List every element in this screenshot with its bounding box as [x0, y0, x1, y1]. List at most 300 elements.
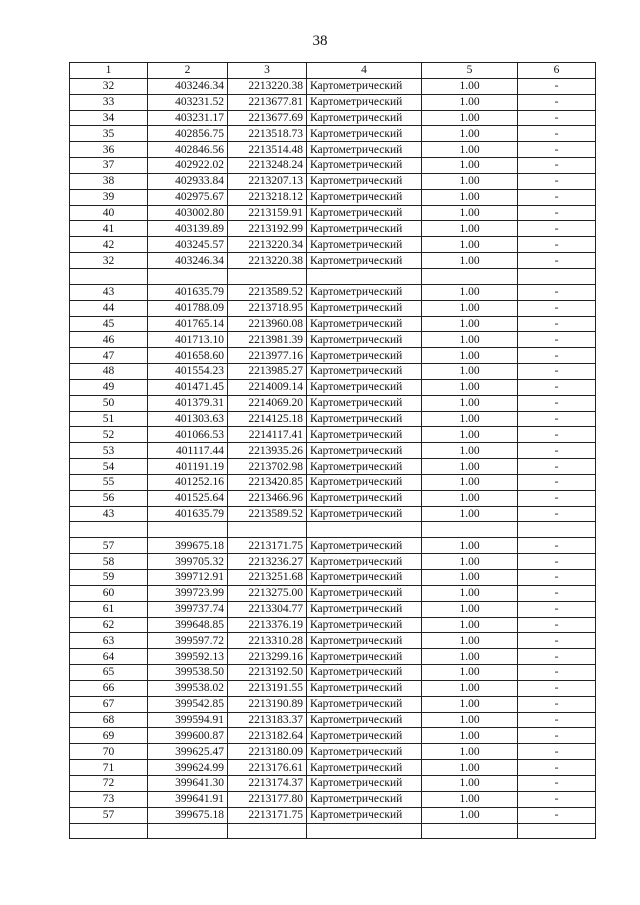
table-row	[70, 823, 596, 839]
y-coordinate-cell: 2213192.99	[228, 221, 307, 237]
point-number-cell: 35	[70, 126, 148, 142]
accuracy-cell: 1.00	[422, 189, 518, 205]
x-coordinate-cell: 401635.79	[148, 506, 228, 522]
accuracy-cell: 1.00	[422, 300, 518, 316]
note-cell: -	[518, 253, 596, 269]
y-coordinate-cell: 2213248.24	[228, 158, 307, 174]
y-coordinate-cell: 2213935.26	[228, 443, 307, 459]
point-number-cell: 72	[70, 775, 148, 791]
y-coordinate-cell: 2213171.75	[228, 538, 307, 554]
point-number-cell: 44	[70, 300, 148, 316]
accuracy-cell: 1.00	[422, 633, 518, 649]
table-row	[70, 728, 596, 744]
table-row	[70, 237, 596, 253]
note-cell: -	[518, 744, 596, 760]
accuracy-cell: 1.00	[422, 538, 518, 554]
method-cell: Картометрический	[307, 332, 422, 348]
method-cell: Картометрический	[307, 348, 422, 364]
table-row	[70, 775, 596, 791]
y-coordinate-cell: 2213176.61	[228, 760, 307, 776]
x-coordinate-cell: 399641.30	[148, 775, 228, 791]
x-coordinate-cell: 401713.10	[148, 332, 228, 348]
accuracy-cell: 1.00	[422, 427, 518, 443]
point-number-cell: 73	[70, 791, 148, 807]
table-row	[70, 443, 596, 459]
y-coordinate-cell: 2213191.55	[228, 680, 307, 696]
table-row	[70, 158, 596, 174]
x-coordinate-cell: 399648.85	[148, 617, 228, 633]
y-coordinate-cell: 2213207.13	[228, 173, 307, 189]
x-coordinate-cell: 402922.02	[148, 158, 228, 174]
accuracy-cell	[422, 268, 518, 284]
point-number-cell: 54	[70, 459, 148, 475]
note-cell: -	[518, 760, 596, 776]
method-cell: Картометрический	[307, 760, 422, 776]
accuracy-cell: 1.00	[422, 791, 518, 807]
accuracy-cell: 1.00	[422, 617, 518, 633]
x-coordinate-cell: 402846.56	[148, 142, 228, 158]
table-row	[70, 142, 596, 158]
method-cell	[307, 268, 422, 284]
accuracy-cell: 1.00	[422, 110, 518, 126]
y-coordinate-cell: 2213182.64	[228, 728, 307, 744]
note-cell: -	[518, 617, 596, 633]
accuracy-cell: 1.00	[422, 665, 518, 681]
table-row	[70, 316, 596, 332]
y-coordinate-cell: 2213180.09	[228, 744, 307, 760]
accuracy-cell: 1.00	[422, 142, 518, 158]
point-number-cell: 48	[70, 364, 148, 380]
accuracy-cell: 1.00	[422, 158, 518, 174]
x-coordinate-cell: 399675.18	[148, 807, 228, 823]
accuracy-cell: 1.00	[422, 459, 518, 475]
y-coordinate-cell: 2213177.80	[228, 791, 307, 807]
method-cell: Картометрический	[307, 300, 422, 316]
point-number-cell: 36	[70, 142, 148, 158]
point-number-cell: 50	[70, 395, 148, 411]
x-coordinate-cell: 401252.16	[148, 474, 228, 490]
note-cell: -	[518, 570, 596, 586]
method-cell: Картометрический	[307, 316, 422, 332]
method-cell: Картометрический	[307, 696, 422, 712]
y-coordinate-cell: 2213977.16	[228, 348, 307, 364]
method-cell: Картометрический	[307, 189, 422, 205]
note-cell: -	[518, 633, 596, 649]
x-coordinate-cell: 402856.75	[148, 126, 228, 142]
accuracy-cell: 1.00	[422, 126, 518, 142]
y-coordinate-cell: 2213275.00	[228, 585, 307, 601]
y-coordinate-cell	[228, 522, 307, 538]
y-coordinate-cell	[228, 823, 307, 839]
accuracy-cell: 1.00	[422, 411, 518, 427]
note-cell: -	[518, 205, 596, 221]
y-coordinate-cell: 2213159.91	[228, 205, 307, 221]
method-cell: Картометрический	[307, 617, 422, 633]
accuracy-cell: 1.00	[422, 443, 518, 459]
accuracy-cell	[422, 522, 518, 538]
method-cell: Картометрический	[307, 506, 422, 522]
method-cell: Картометрический	[307, 744, 422, 760]
y-coordinate-cell: 2213985.27	[228, 364, 307, 380]
y-coordinate-cell: 2213299.16	[228, 649, 307, 665]
method-cell: Картометрический	[307, 728, 422, 744]
method-cell: Картометрический	[307, 126, 422, 142]
accuracy-cell: 1.00	[422, 364, 518, 380]
point-number-cell: 47	[70, 348, 148, 364]
table-row	[70, 585, 596, 601]
table-row	[70, 807, 596, 823]
x-coordinate-cell: 401554.23	[148, 364, 228, 380]
accuracy-cell: 1.00	[422, 395, 518, 411]
x-coordinate-cell: 399600.87	[148, 728, 228, 744]
method-cell	[307, 522, 422, 538]
method-cell: Картометрический	[307, 459, 422, 475]
point-number-cell: 57	[70, 807, 148, 823]
y-coordinate-cell: 2213174.37	[228, 775, 307, 791]
x-coordinate-cell: 399737.74	[148, 601, 228, 617]
point-number-cell: 41	[70, 221, 148, 237]
accuracy-cell: 1.00	[422, 237, 518, 253]
note-cell: -	[518, 459, 596, 475]
point-number-cell: 60	[70, 585, 148, 601]
page-number: 38	[312, 33, 328, 49]
y-coordinate-cell: 2213171.75	[228, 807, 307, 823]
y-coordinate-cell: 2213589.52	[228, 506, 307, 522]
method-cell: Картометрический	[307, 474, 422, 490]
y-coordinate-cell: 2213251.68	[228, 570, 307, 586]
table-row	[70, 379, 596, 395]
x-coordinate-cell: 399675.18	[148, 538, 228, 554]
point-number-cell: 46	[70, 332, 148, 348]
x-coordinate-cell: 399592.13	[148, 649, 228, 665]
note-cell: -	[518, 474, 596, 490]
x-coordinate-cell: 401066.53	[148, 427, 228, 443]
accuracy-cell: 1.00	[422, 649, 518, 665]
point-number-cell: 51	[70, 411, 148, 427]
note-cell: -	[518, 680, 596, 696]
note-cell: -	[518, 348, 596, 364]
note-cell: -	[518, 110, 596, 126]
y-coordinate-cell: 2214125.18	[228, 411, 307, 427]
table-row	[70, 427, 596, 443]
table-row	[70, 554, 596, 570]
note-cell: -	[518, 665, 596, 681]
y-coordinate-cell: 2214009.14	[228, 379, 307, 395]
method-cell: Картометрический	[307, 364, 422, 380]
method-cell: Картометрический	[307, 712, 422, 728]
method-cell: Картометрический	[307, 158, 422, 174]
x-coordinate-cell: 399624.99	[148, 760, 228, 776]
note-cell: -	[518, 427, 596, 443]
note-cell: -	[518, 316, 596, 332]
point-number-cell: 45	[70, 316, 148, 332]
x-coordinate-cell: 401303.63	[148, 411, 228, 427]
point-number-cell: 68	[70, 712, 148, 728]
y-coordinate-cell: 2213310.28	[228, 633, 307, 649]
y-coordinate-cell: 2213981.39	[228, 332, 307, 348]
point-number-cell: 57	[70, 538, 148, 554]
table-row	[70, 395, 596, 411]
accuracy-cell: 1.00	[422, 490, 518, 506]
point-number-cell: 38	[70, 173, 148, 189]
y-coordinate-cell: 2213677.69	[228, 110, 307, 126]
y-coordinate-cell: 2213960.08	[228, 316, 307, 332]
note-cell	[518, 522, 596, 538]
x-coordinate-cell: 401471.45	[148, 379, 228, 395]
x-coordinate-cell: 401379.31	[148, 395, 228, 411]
method-cell: Картометрический	[307, 284, 422, 300]
x-coordinate-cell: 403231.52	[148, 94, 228, 110]
method-cell: Картометрический	[307, 633, 422, 649]
accuracy-cell: 1.00	[422, 680, 518, 696]
x-coordinate-cell: 403246.34	[148, 78, 228, 94]
note-cell	[518, 268, 596, 284]
point-number-cell: 58	[70, 554, 148, 570]
x-coordinate-cell: 401765.14	[148, 316, 228, 332]
header-cell-4: 4	[307, 63, 422, 79]
note-cell: -	[518, 538, 596, 554]
table-row	[70, 189, 596, 205]
table-row	[70, 649, 596, 665]
x-coordinate-cell	[148, 268, 228, 284]
x-coordinate-cell: 401191.19	[148, 459, 228, 475]
method-cell: Картометрический	[307, 94, 422, 110]
method-cell: Картометрический	[307, 427, 422, 443]
table-row	[70, 173, 596, 189]
point-number-cell: 67	[70, 696, 148, 712]
table-row	[70, 411, 596, 427]
accuracy-cell: 1.00	[422, 474, 518, 490]
point-number-cell: 52	[70, 427, 148, 443]
table-row	[70, 522, 596, 538]
table-row	[70, 459, 596, 475]
x-coordinate-cell: 399705.32	[148, 554, 228, 570]
y-coordinate-cell: 2213466.96	[228, 490, 307, 506]
note-cell: -	[518, 126, 596, 142]
point-number-cell: 56	[70, 490, 148, 506]
table-row	[70, 78, 596, 94]
x-coordinate-cell: 401525.64	[148, 490, 228, 506]
header-cell-1: 1	[70, 63, 148, 79]
table-row	[70, 94, 596, 110]
note-cell: -	[518, 364, 596, 380]
x-coordinate-cell: 401658.60	[148, 348, 228, 364]
method-cell	[307, 823, 422, 839]
y-coordinate-cell: 2213376.19	[228, 617, 307, 633]
method-cell: Картометрический	[307, 570, 422, 586]
note-cell: -	[518, 142, 596, 158]
header-cell-2: 2	[148, 63, 228, 79]
method-cell: Картометрический	[307, 601, 422, 617]
note-cell	[518, 823, 596, 839]
point-number-cell: 55	[70, 474, 148, 490]
x-coordinate-cell: 399538.50	[148, 665, 228, 681]
note-cell: -	[518, 284, 596, 300]
y-coordinate-cell: 2213304.77	[228, 601, 307, 617]
x-coordinate-cell: 401635.79	[148, 284, 228, 300]
note-cell: -	[518, 791, 596, 807]
method-cell: Картометрический	[307, 253, 422, 269]
accuracy-cell: 1.00	[422, 94, 518, 110]
x-coordinate-cell	[148, 522, 228, 538]
table-row	[70, 696, 596, 712]
point-number-cell: 39	[70, 189, 148, 205]
table-row	[70, 205, 596, 221]
x-coordinate-cell: 401788.09	[148, 300, 228, 316]
note-cell: -	[518, 554, 596, 570]
accuracy-cell: 1.00	[422, 348, 518, 364]
accuracy-cell: 1.00	[422, 807, 518, 823]
point-number-cell: 53	[70, 443, 148, 459]
table-row	[70, 617, 596, 633]
method-cell: Картометрический	[307, 775, 422, 791]
y-coordinate-cell: 2213183.37	[228, 712, 307, 728]
method-cell: Картометрический	[307, 205, 422, 221]
note-cell: -	[518, 649, 596, 665]
point-number-cell: 42	[70, 237, 148, 253]
accuracy-cell: 1.00	[422, 316, 518, 332]
table-row	[70, 126, 596, 142]
note-cell: -	[518, 585, 596, 601]
note-cell: -	[518, 379, 596, 395]
table-row	[70, 284, 596, 300]
accuracy-cell: 1.00	[422, 332, 518, 348]
point-number-cell	[70, 268, 148, 284]
method-cell: Картометрический	[307, 142, 422, 158]
point-number-cell: 37	[70, 158, 148, 174]
table-body	[70, 63, 596, 839]
table-row	[70, 538, 596, 554]
x-coordinate-cell: 403002.80	[148, 205, 228, 221]
y-coordinate-cell: 2213420.85	[228, 474, 307, 490]
point-number-cell	[70, 522, 148, 538]
x-coordinate-cell: 403246.34	[148, 253, 228, 269]
note-cell: -	[518, 490, 596, 506]
y-coordinate-cell: 2213218.12	[228, 189, 307, 205]
x-coordinate-cell: 399594.91	[148, 712, 228, 728]
method-cell: Картометрический	[307, 78, 422, 94]
method-cell: Картометрический	[307, 443, 422, 459]
method-cell: Картометрический	[307, 649, 422, 665]
table-row	[70, 712, 596, 728]
note-cell: -	[518, 158, 596, 174]
point-number-cell	[70, 823, 148, 839]
method-cell: Картометрический	[307, 411, 422, 427]
y-coordinate-cell: 2213518.73	[228, 126, 307, 142]
x-coordinate-cell: 401117.44	[148, 443, 228, 459]
point-number-cell: 59	[70, 570, 148, 586]
y-coordinate-cell: 2213589.52	[228, 284, 307, 300]
accuracy-cell: 1.00	[422, 760, 518, 776]
table-row	[70, 364, 596, 380]
y-coordinate-cell: 2213220.38	[228, 253, 307, 269]
y-coordinate-cell: 2213702.98	[228, 459, 307, 475]
table-row	[70, 268, 596, 284]
note-cell: -	[518, 712, 596, 728]
method-cell: Картометрический	[307, 221, 422, 237]
x-coordinate-cell: 403139.89	[148, 221, 228, 237]
y-coordinate-cell: 2213192.50	[228, 665, 307, 681]
table-header-row	[70, 63, 596, 79]
table-row	[70, 253, 596, 269]
accuracy-cell: 1.00	[422, 173, 518, 189]
accuracy-cell: 1.00	[422, 221, 518, 237]
table-row	[70, 570, 596, 586]
method-cell: Картометрический	[307, 379, 422, 395]
point-number-cell: 43	[70, 506, 148, 522]
header-cell-5: 5	[422, 63, 518, 79]
y-coordinate-cell: 2213677.81	[228, 94, 307, 110]
table-row	[70, 506, 596, 522]
y-coordinate-cell: 2213718.95	[228, 300, 307, 316]
accuracy-cell: 1.00	[422, 744, 518, 760]
note-cell: -	[518, 775, 596, 791]
x-coordinate-cell: 403245.57	[148, 237, 228, 253]
accuracy-cell: 1.00	[422, 775, 518, 791]
table-row	[70, 348, 596, 364]
accuracy-cell: 1.00	[422, 284, 518, 300]
x-coordinate-cell: 399723.99	[148, 585, 228, 601]
note-cell: -	[518, 300, 596, 316]
table-row	[70, 490, 596, 506]
header-cell-3: 3	[228, 63, 307, 79]
accuracy-cell: 1.00	[422, 253, 518, 269]
header-cell-6: 6	[518, 63, 596, 79]
table-row	[70, 760, 596, 776]
x-coordinate-cell: 399538.02	[148, 680, 228, 696]
table-row	[70, 680, 596, 696]
point-number-cell: 43	[70, 284, 148, 300]
note-cell: -	[518, 443, 596, 459]
point-number-cell: 34	[70, 110, 148, 126]
method-cell: Картометрический	[307, 585, 422, 601]
method-cell: Картометрический	[307, 791, 422, 807]
point-number-cell: 70	[70, 744, 148, 760]
method-cell: Картометрический	[307, 110, 422, 126]
point-number-cell: 49	[70, 379, 148, 395]
note-cell: -	[518, 696, 596, 712]
accuracy-cell	[422, 823, 518, 839]
point-number-cell: 64	[70, 649, 148, 665]
x-coordinate-cell: 399597.72	[148, 633, 228, 649]
y-coordinate-cell: 2214069.20	[228, 395, 307, 411]
note-cell: -	[518, 332, 596, 348]
note-cell: -	[518, 78, 596, 94]
note-cell: -	[518, 237, 596, 253]
x-coordinate-cell	[148, 823, 228, 839]
method-cell: Картометрический	[307, 554, 422, 570]
table-row	[70, 300, 596, 316]
point-number-cell: 61	[70, 601, 148, 617]
accuracy-cell: 1.00	[422, 554, 518, 570]
point-number-cell: 66	[70, 680, 148, 696]
y-coordinate-cell: 2213220.38	[228, 78, 307, 94]
x-coordinate-cell: 399712.91	[148, 570, 228, 586]
accuracy-cell: 1.00	[422, 506, 518, 522]
point-number-cell: 32	[70, 78, 148, 94]
method-cell: Картометрический	[307, 538, 422, 554]
point-number-cell: 63	[70, 633, 148, 649]
accuracy-cell: 1.00	[422, 601, 518, 617]
note-cell: -	[518, 728, 596, 744]
note-cell: -	[518, 807, 596, 823]
x-coordinate-cell: 399542.85	[148, 696, 228, 712]
method-cell: Картометрический	[307, 490, 422, 506]
table-row	[70, 110, 596, 126]
coordinates-table	[69, 62, 596, 839]
accuracy-cell: 1.00	[422, 585, 518, 601]
point-number-cell: 71	[70, 760, 148, 776]
